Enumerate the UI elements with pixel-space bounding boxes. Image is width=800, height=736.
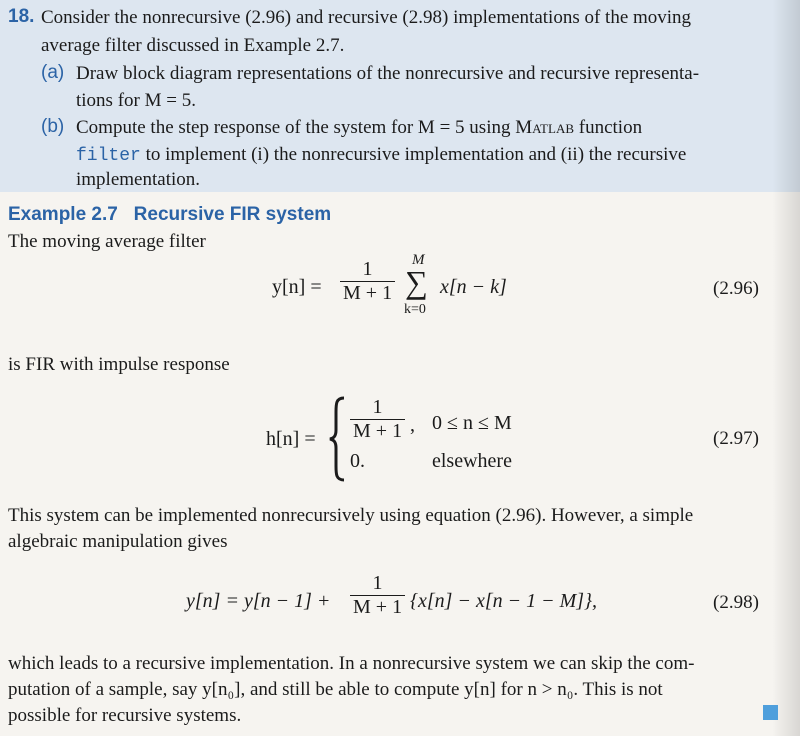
end-of-example-marker	[763, 705, 778, 720]
part-b-line-2	[76, 143, 686, 168]
part-b-line-2-text: to implement (i) the nonrecursive implementation and (ii) the recursive	[145, 144, 687, 165]
eq296-denominator: M + 1	[343, 282, 393, 304]
problem-number: 18.	[8, 6, 35, 27]
eq297-denominator: M + 1	[353, 420, 403, 442]
paragraph-2-line-1: which leads to a recursive implementation. In a nonrecursive system we can skip the com-	[8, 653, 695, 674]
part-a-label: (a)	[41, 62, 65, 83]
problem-line-2: average filter discussed in Example 2.7.	[41, 35, 345, 56]
left-brace-icon	[328, 396, 348, 482]
paragraph-1-line-1: This system can be implemented nonrecursively using equation (2.96). However, a simple	[8, 505, 694, 526]
part-b-line-1-end: function	[578, 117, 643, 138]
eq297-value-2: 0.	[350, 450, 365, 472]
example-intro: The moving average filter	[8, 231, 206, 252]
example-heading: Example 2.7 Recursive FIR system	[8, 204, 332, 225]
eq298-fraction	[350, 572, 405, 619]
part-b-line-3: implementation.	[76, 169, 201, 190]
paragraph-2-line-3: possible for recursive systems.	[8, 705, 242, 726]
eq296-sum-lower: k=0	[404, 302, 426, 317]
sum-symbol: ∑	[405, 264, 428, 300]
eq297-condition-2: elsewhere	[432, 450, 512, 472]
eq296-term: x[n − k]	[440, 276, 507, 298]
eq298-numerator: 1	[350, 572, 405, 596]
eq297-comma: ,	[410, 414, 415, 436]
part-b-line-1-text: Compute the step response of the system for M = 5 using	[76, 117, 511, 138]
eq298-term: {x[n] − x[n − 1 − M]},	[410, 590, 598, 612]
problem-line-1: Consider the nonrecursive (2.96) and recursive (2.98) implementations of the moving	[41, 7, 692, 28]
eq297-lhs: h[n] =	[266, 428, 316, 450]
filter-code: filter	[76, 146, 141, 166]
eq296-sum-upper: M	[412, 252, 425, 268]
eq296-numerator: 1	[340, 258, 395, 282]
eq296-lhs: y[n] =	[272, 276, 322, 298]
part-b-label: (b)	[41, 116, 65, 137]
eq296-number: (2.96)	[713, 278, 759, 299]
part-a-line-1: Draw block diagram representations of the nonrecursive and recursive representa-	[76, 63, 700, 84]
impulse-response-text: is FIR with impulse response	[8, 354, 230, 375]
eq297-fraction	[350, 396, 405, 443]
eq298-denominator: M + 1	[353, 596, 403, 618]
eq297-condition-1: 0 ≤ n ≤ M	[432, 412, 512, 434]
paragraph-1-line-2: algebraic manipulation gives	[8, 531, 228, 552]
eq298-number: (2.98)	[713, 592, 759, 613]
eq296-fraction	[340, 258, 395, 305]
equation-2-97	[266, 394, 566, 484]
eq297-numerator: 1	[350, 396, 405, 420]
page-spine-shadow	[772, 0, 800, 736]
eq297-number: (2.97)	[713, 428, 759, 449]
part-a-line-2: tions for M = 5.	[76, 90, 196, 111]
matlab-word: Matlab	[515, 117, 575, 138]
eq298-lhs: y[n] = y[n − 1] +	[186, 590, 331, 612]
paragraph-2-line-2: putation of a sample, say y[n₀], and still be able to compute y[n] for n > n₀. This is not	[8, 679, 663, 700]
part-b-line-1	[76, 116, 642, 140]
